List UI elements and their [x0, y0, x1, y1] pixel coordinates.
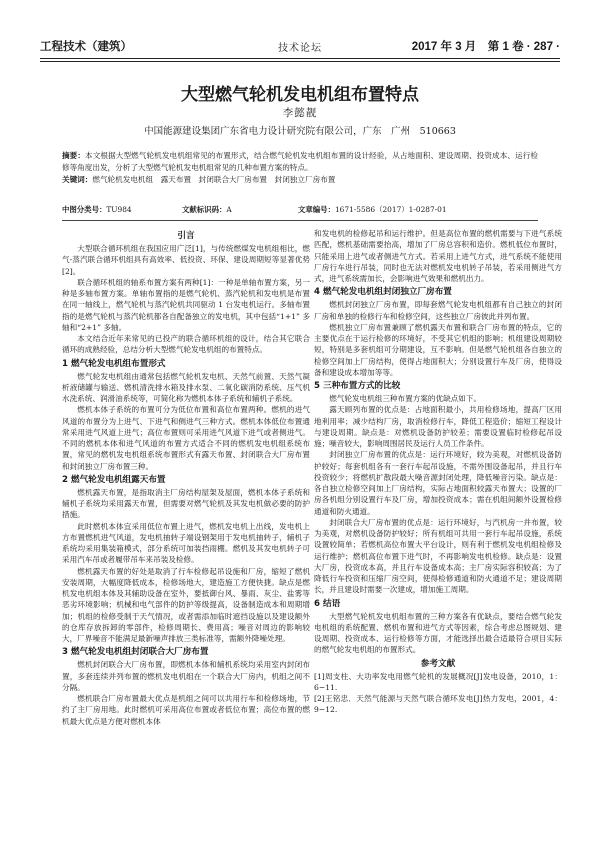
- paragraph: 燃机联合厂房布置最大优点是机组之间可以共用行车和检修场地，节约了主厂房用地。此时燃机可采用高位布置或者低位布置；高位布置的燃机最大优点是方便对燃机本体: [62, 694, 310, 726]
- clc-value: TU984: [106, 205, 132, 214]
- section-heading-6: 6 结语: [314, 598, 341, 609]
- section-heading-2: 2 燃气轮发电机组露天布置: [62, 474, 166, 485]
- doc-code-label: 文献标识码：: [182, 205, 227, 214]
- paragraph: 大型燃气轮机发电机组布置的三种方案各有优缺点，要结合燃气轮发电机组的系统配置、燃机布置和进气方式等因素，综合考虑总图规划、建设周期、投资成本、运行检修等方面，才能选择出最合适最符合项目实际的燃气轮发电机组的布置形式。: [314, 611, 562, 655]
- paragraph: 和发电机的检修起吊和运行维护。但是高位布置的燃机需要与下进气系统匹配，燃机基础需要抬高，增加了厂房总容积和造价。燃机低位布置时，只能采用上进气或者侧进气方式。若采用上进气方式，进气系统不能使用厂房行车进行吊装，同时也无法对燃机发电机转子吊装，若采用侧进气方式，进气系统需加长，会影响进气效果和燃机出力。: [314, 229, 562, 283]
- right-column: [314, 228, 562, 716]
- paragraph: 联合循环机组的轴系布置方案有两种[1]：一种是单轴布置方案，另一种是多轴布置方案。单轴布置指的是燃气轮机、蒸汽轮机和发电机是布置在同一轴线上，燃气轮机与蒸汽轮机共同驱动 1 台发电机运行。多轴布置指的是燃气轮机与蒸汽轮机都各自配备独立的发电机，其中包括“1+1” 多轴和“2+1” 多轴。: [62, 277, 310, 332]
- meta-separator: [62, 220, 538, 221]
- abstract-label: 摘要：: [62, 151, 86, 160]
- paragraph: 燃机露天布置，是指取消主厂房结构屋架及屋面，燃机本体子系统和辅机子系统均采用露天布置，但需要对燃气轮机及其发电机做必要的防护措施。: [62, 487, 310, 520]
- running-header: [40, 38, 560, 56]
- abstract-block: [62, 150, 538, 186]
- left-column: [62, 228, 310, 727]
- article-title: 大型燃气轮机发电机组布置特点: [181, 85, 419, 105]
- keywords-text: 燃气轮机发电机组 露天布置 封闭联合大厂房布置 封闭独立厂房布置: [92, 175, 336, 184]
- issue-info: 2017 年 3 月 第 1 卷 · 287 ·: [411, 41, 560, 53]
- section-heading-5: 5 三种布置方式的比较: [314, 381, 401, 391]
- paragraph: 本文结合近年来常见的已投产的联合循环机组的设计，结合其它联合循环的成熟经验，总结分析大型燃气轮发电机组的布置特点。: [62, 334, 310, 355]
- section-heading-3: 3 燃气轮发电机组封闭联合大厂房布置: [62, 647, 209, 658]
- reference-item: [1]周支柱、大功率发电用燃气轮机的发展概况[J]发电设备，2010，1：6−11.: [314, 671, 562, 692]
- article-meta: [62, 204, 538, 215]
- article-author: 李懿靓: [282, 107, 318, 119]
- paragraph: 露天顾列布置的优点是：占地面积最小，共用检修场地，提高厂区用地利用率；减少结构厂房，取消检修行车，降低工程造价；缩短工程设计与建设周期。缺点是：对燃机设备防护较差；需要设置临时检修起吊设施；噪音较大，影响周围居民及运行人员工作条件。: [314, 405, 562, 448]
- clc-label: 中图分类号：: [62, 205, 107, 214]
- paragraph: 燃机独立厂房布置兼顾了燃机露天布置和联合厂房布置的特点，它的主要优点在于运行检修的环境好，不受其它机组的影响；机组建设周期较短，特别是多套机组可分期建设，互不影响。但是燃气轮机组各自独立的检修空间加上厂房结构，使得占地面积大；分别设置行车及厂房，使得设备和建设成本增加等等。: [314, 322, 562, 377]
- keywords-label: 关键词：: [62, 175, 93, 184]
- paragraph: 封闭联合大厂房布置的优点是：运行环境好，与汽机房一并布置，较为美观，对燃机设备防护较好；所有机组可共用一套行车起吊设施，系统设置较简单；若燃机高位布置大平台设计，则有利于燃机发电机组检修及运行维护；燃机高位布置下进气时，不再影响发电机检修。缺点是：设置大厂房，投资成本高，并且行车设备成本高；主厂房实际容积较高；为了降低行车投资和压缩厂房空间，使得检修通道和防火通道不足；建设周期长，并且建设时需要一次建成，增加施工周期。: [314, 517, 562, 595]
- paragraph: 燃气轮发电机组三种布置方案的优缺点如下。: [329, 394, 482, 403]
- abstract-text: 本文根据大型燃气轮机发电机组常见的布置形式，结合燃气轮机发电机组布置的设计经验，从占地面积、建设周期、投资成本、运行检修等角度出发，分析了大型燃气轮机发电机组常见的几种布置方案的特点。: [62, 151, 539, 172]
- paragraph: 大型联合循环机组在我国应用广泛[1]，与传统燃煤发电机组相比，燃气-蒸汽联合循环机组具有高效率、低投资、环保、建设周期短等显著优势[2]。: [62, 244, 310, 276]
- paragraph: 燃机露天布置的好处是取消了行车检修起吊设施和厂房，缩短了燃机安装周期，大幅度降低成本，检修场地大，建造施工方便快捷。缺点是燃机发电机组本体及其辅助设备在室外，要抵御台风、暴雨、灰尘、盐雾等恶劣环境影响；机械和电气部件的防护等级提高，设备制造成本和周期增加；机组的检修受制于天气情况，或者需添加临时遮挡设施以及建设额外的仓库存放拆卸的零部件，检修周期长、费用高；噪音对周边的影响较大，厂界噪音不能满足最新噪声排放三类标准等，需额外降噪处理。: [62, 566, 310, 643]
- author-affiliation: 中国能源建设集团广东省电力设计研究院有限公司，广东 广州 510663: [144, 126, 456, 137]
- journal-name: 工程技术（建筑）: [40, 41, 132, 53]
- paragraph: 燃机封闭联合大厂房布置，即燃机本体和辅机系统均采用室内封闭布置，多套连续并列布置的燃机发电机组在一个联合大厂房内，机组之间不分隔。: [62, 660, 310, 692]
- doc-code-value: A: [226, 205, 232, 214]
- header-rule: [40, 58, 560, 59]
- paragraph: 封闭独立厂房布置的优点是：运行环境好，较为美观，对燃机设备防护较好；每套机组各有一套行车起吊设施，不需外围设备起吊，并且行车投资较少；将燃机扩散段最大噪音源封闭处理，降低噪音污染。缺点是：各自独立检修空间加上厂房结构，实际占地面积较露天布置大；设置的厂房各机组分别设置行车及厂房，增加投资成本；需在机组间额外设置检修通道和防火通道。: [314, 450, 562, 516]
- article-no-value: 1671-5586（2017）1-0287-01: [334, 205, 447, 214]
- references-heading: 参考文献: [420, 658, 456, 669]
- paragraph: 燃气轮发电机组由通常包括燃气轮机发电机、天然气前置、天然气凝析液储罐与输送、燃机清洗排水箱及排水泵、二氧化碳消防系统、压气机水洗系统、润滑油系统等，可简化称为燃机本体子系统和辅机子系统。: [62, 371, 310, 403]
- section-heading-1: 1 燃气轮发电机组布置形式: [62, 358, 166, 369]
- section-heading-4: 4 燃气轮发电机组封闭独立厂房布置: [314, 287, 452, 298]
- article-no-label: 文章编号：: [298, 205, 335, 214]
- paragraph: 此时燃机本体宜采用低位布置上进气，燃机发电机上出线，发电机上方布置燃机进气风道，发电机抽转子端设钢架用于发电机抽转子，辅机子系统均采用集装箱模式，部分系统可加装挡雨棚。燃机及其发电机转子可采用汽车吊或者履带吊车来吊装及检修。: [62, 521, 310, 565]
- section-name: 技术论坛: [278, 43, 322, 54]
- header-rule-thin: [40, 61, 560, 62]
- paragraph: 燃机本体子系统的布置可分为低位布置和高位布置两种。燃机的进气风道的布置分为上进气、下进气和侧进气三种方式。燃机本体低位布置通常采用进气风道上进气；高位布置则可采用进气风道下进气或者侧进气。不同的燃机本体和进气风道的布置方式适合不同的燃机发电机组系统布置，常见的燃机发电机组系统布置形式有露天布置、封闭联合大厂房布置和封闭独立厂房布置三种。: [62, 405, 310, 471]
- reference-item: [2]王铭忠．天然气能源与天然气联合循环发电[J]热力发电，2001，4：9−12.: [314, 694, 562, 715]
- paragraph: 燃机封闭独立厂房布置，即每套燃气轮发电机组都有自己独立的封闭厂房和单独的检修行车和检修空间，这些独立厂房彼此并列布置。: [314, 300, 562, 321]
- intro-heading: 引言: [177, 231, 195, 241]
